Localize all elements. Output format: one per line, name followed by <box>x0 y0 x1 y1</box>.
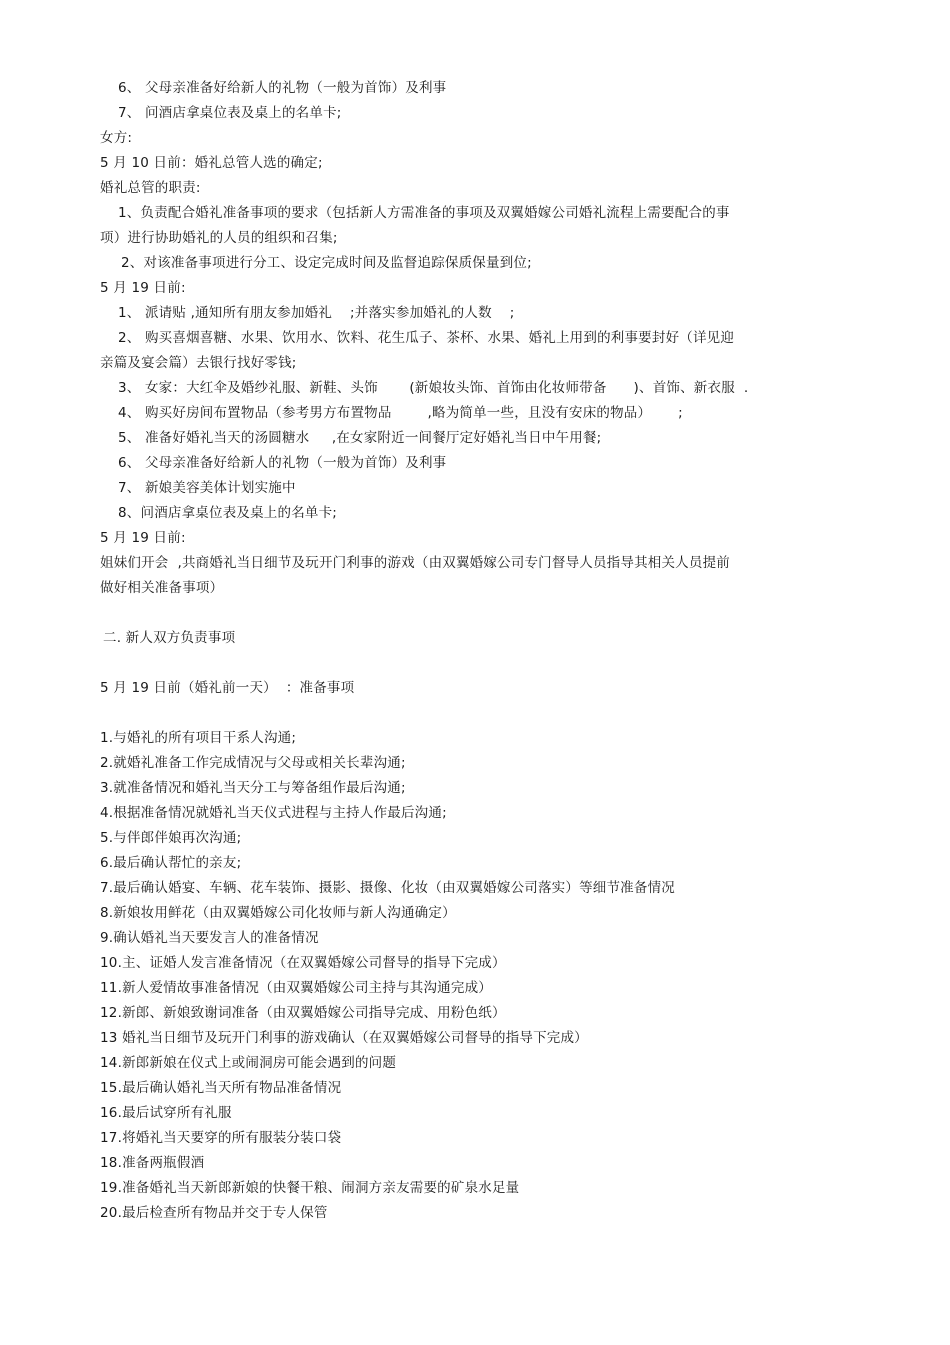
text-line: 4、 购买好房间布置物品（参考男方布置物品 ,略为简单一些，且没有安床的物品） ; <box>118 405 683 421</box>
text-line: 1、 派请贴 ,通知所有朋友参加婚礼 ;并落实参加婚礼的人数 ; <box>118 305 515 321</box>
text-line: 5 月 19 日前（婚礼前一天） ：准备事项 <box>100 680 355 696</box>
text-line: 5 月 19 日前: <box>100 530 186 546</box>
list-item: 9.确认婚礼当天要发言人的准备情况 <box>100 930 319 946</box>
text-line: 姐妹们开会 ,共商婚礼当日细节及玩开门利事的游戏（由双翼婚嫁公司专门督导人员指导其相关人员提前 <box>100 555 730 571</box>
list-item: 7.最后确认婚宴、车辆、花车装饰、摄影、摄像、化妆（由双翼婚嫁公司落实）等细节准备情况 <box>100 880 675 896</box>
list-item: 4.根据准备情况就婚礼当天仪式进程与主持人作最后沟通; <box>100 805 447 821</box>
text-line: 1、负责配合婚礼准备事项的要求（包括新人方需准备的事项及双翼婚嫁公司婚礼流程上需要配合的事 <box>118 205 730 221</box>
text-line: 5、 准备好婚礼当天的汤圆糖水 ,在女家附近一间餐厅定好婚礼当日中午用餐; <box>118 430 602 446</box>
list-item: 13 婚礼当日细节及玩开门利事的游戏确认（在双翼婚嫁公司督导的指导下完成） <box>100 1030 588 1046</box>
text-line: 6、 父母亲准备好给新人的礼物（一般为首饰）及利事 <box>118 455 447 471</box>
list-item: 14.新郎新娘在仪式上或闹洞房可能会遇到的问题 <box>100 1055 397 1071</box>
list-item: 10.主、证婚人发言准备情况（在双翼婚嫁公司督导的指导下完成） <box>100 955 506 971</box>
text-line: 5 月 19 日前: <box>100 280 186 296</box>
text-line: 2、 购买喜烟喜糖、水果、饮用水、饮料、花生瓜子、茶杯、水果、婚礼上用到的利事要封好（详见迎 <box>118 330 735 346</box>
list-item: 20.最后检查所有物品并交于专人保管 <box>100 1205 328 1221</box>
text-line: 8、问酒店拿桌位表及桌上的名单卡; <box>118 505 338 521</box>
list-item: 18.准备两瓶假酒 <box>100 1155 205 1171</box>
text-line: 7、 新娘美容美体计划实施中 <box>118 480 296 496</box>
list-item: 12.新郎、新娘致谢词准备（由双翼婚嫁公司指导完成、用粉色纸） <box>100 1005 506 1021</box>
list-item: 15.最后确认婚礼当天所有物品准备情况 <box>100 1080 342 1096</box>
text-line: 做好相关准备事项） <box>100 580 224 596</box>
text-line: 3、 女家：大红伞及婚纱礼服、新鞋、头饰 (新娘妆头饰、首饰由化妆师带备 )、首饰、新衣服 . <box>118 380 749 396</box>
text-line: 2、对该准备事项进行分工、设定完成时间及监督追踪保质保量到位; <box>121 255 532 271</box>
list-item: 2.就婚礼准备工作完成情况与父母或相关长辈沟通; <box>100 755 406 771</box>
list-item: 16.最后试穿所有礼服 <box>100 1105 232 1121</box>
text-line: 女方: <box>100 130 133 146</box>
list-item: 8.新娘妆用鲜花（由双翼婚嫁公司化妆师与新人沟通确定） <box>100 905 456 921</box>
list-item: 6.最后确认帮忙的亲友; <box>100 855 242 871</box>
section-heading: 二. 新人双方负责事项 <box>103 630 236 646</box>
text-line: 7、 问酒店拿桌位表及桌上的名单卡; <box>118 105 342 121</box>
list-item: 5.与伴郎伴娘再次沟通; <box>100 830 242 846</box>
list-item: 19.准备婚礼当天新郎新娘的快餐干粮、闹洞方亲友需要的矿泉水足量 <box>100 1180 520 1196</box>
list-item: 11.新人爱情故事准备情况（由双翼婚嫁公司主持与其沟通完成） <box>100 980 492 996</box>
text-line: 婚礼总管的职责: <box>100 180 201 196</box>
text-line: 亲篇及宴会篇）去银行找好零钱; <box>100 355 297 371</box>
text-line: 项）进行协助婚礼的人员的组织和召集; <box>100 230 338 246</box>
list-item: 3.就准备情况和婚礼当天分工与筹备组作最后沟通; <box>100 780 406 796</box>
list-item: 1.与婚礼的所有项目干系人沟通; <box>100 730 297 746</box>
text-line: 6、 父母亲准备好给新人的礼物（一般为首饰）及利事 <box>118 80 447 96</box>
list-item: 17.将婚礼当天要穿的所有服装分装口袋 <box>100 1130 342 1146</box>
text-line: 5 月 10 日前：婚礼总管人选的确定; <box>100 155 323 171</box>
